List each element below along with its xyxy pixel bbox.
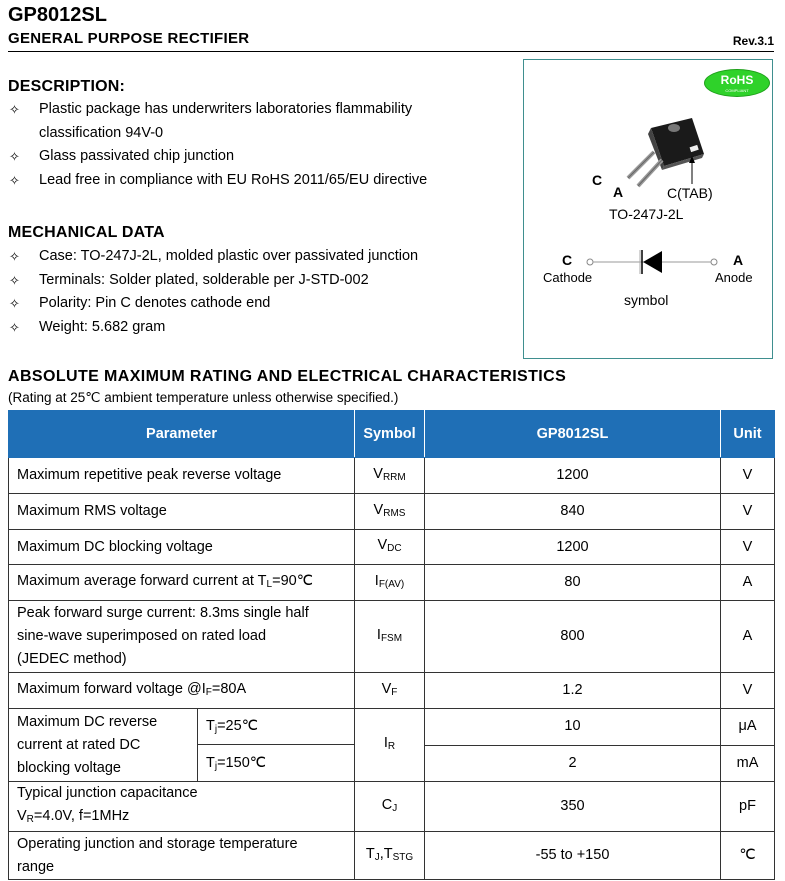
list-item: ✧ Case: TO-247J-2L, molded plastic over passivated junction [8,245,508,269]
table-row: Typical junction capacitance $V_R=4.0V$, f=1MHz $C_J$ 350 pF [9,782,775,832]
package-image-box [523,59,773,359]
list-item: ✧ Plastic package has underwriters laboratories flammability [8,98,508,122]
table-row: Maximum DC blocking voltage $V_{DC}$ 1200 V [9,530,775,565]
list-item: classification 94V-0 [39,124,164,141]
table-row: Maximum repetitive peak reverse voltage $V_{RRM}$ 1200 V [9,458,775,494]
list-item: ✧ Lead free in compliance with EU RoHS 2011/65/EU directive [8,169,508,193]
datasheet-subtitle: GENERAL PURPOSE RECTIFIER [8,30,250,47]
to247-package-icon [628,118,704,186]
package-name: TO-247J-2L [609,206,684,222]
ratings-table [8,410,775,880]
rohs-badge: RoHS COMPLIANT [705,70,769,96]
list-item: ✧ Glass passivated chip junction [8,145,508,169]
diode-symbol-icon [587,250,717,274]
table-row: 2 mA [9,745,775,782]
table-row: Maximum forward voltage $@I_F=80A$ $V_F$ 1.2 V [9,673,775,709]
pin-a-label: A [613,184,624,200]
anode-label: Anode [715,270,753,285]
revision-label: Rev.3.1 [732,34,774,48]
list-item: ✧ Polarity: Pin C denotes cathode end [8,292,508,316]
bullet-icon: ✧ [9,319,20,335]
table-row: Maximum average forward current at $T_L=90℃$ $I_{F(AV)}$ 80 A [9,565,775,601]
list-item: ✧ Terminals: Solder plated, solderable per J-STD-002 [8,269,508,293]
column-header: Parameter [9,411,355,458]
bullet-icon: ✧ [9,296,20,311]
datasheet-title: GP8012SL [8,4,107,26]
bullet-icon: ✧ [9,102,20,117]
column-header: Symbol [355,411,425,458]
description-list [8,98,508,192]
ratings-note: (Rating at 25℃ ambient temperature unless otherwise specified.) [8,390,399,405]
symbol-c-label: C [562,252,573,268]
bullet-icon: ✧ [9,149,20,164]
symbol-a-label: A [733,252,744,268]
column-header: GP8012SL [425,411,721,458]
list-item: ✧ Weight: 5.682 gram [8,316,508,340]
header-divider [8,51,774,52]
tab-label: C(TAB) [667,185,713,201]
table-row: Maximum DC reverse current at rated DC blocking voltage $T_j=25℃$ $T_j=150℃$ $I_R$ 10 μA [9,709,775,746]
column-header: Unit [721,411,775,458]
table-row: Operating junction and storage temperature range $T_J,T_{STG}$ -55 to +150 ℃ [9,832,775,880]
pin-c-label: C [592,172,603,188]
table-header-row [9,411,775,458]
mechanical-heading: MECHANICAL DATA [8,224,165,241]
mechanical-list [8,245,508,339]
description-heading: DESCRIPTION: [8,78,126,95]
bullet-icon: ✧ [9,172,20,188]
table-row: Peak forward surge current: 8.3ms single half sine-wave superimposed on rated load (JEDEC method) $I_{FSM}$ 800 A [9,601,775,673]
symbol-caption: symbol [624,292,669,308]
bullet-icon: ✧ [9,249,20,264]
bullet-icon: ✧ [9,272,20,288]
cathode-label: Cathode [543,270,593,285]
table-row: Maximum RMS voltage $V_{RMS}$ 840 V [9,494,775,530]
ratings-heading: ABSOLUTE MAXIMUM RATING AND ELECTRICAL CHARACTERISTICS [8,368,567,385]
